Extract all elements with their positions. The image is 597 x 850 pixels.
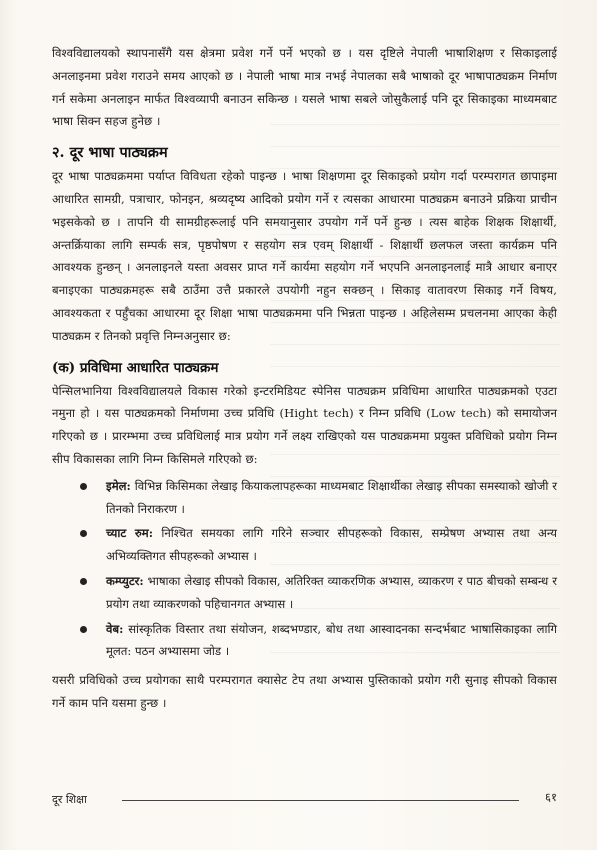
list-item-computer	[80, 570, 557, 616]
footer-rule	[122, 800, 519, 801]
section-heading: २. दूर भाषा पाठ्यक्रम	[52, 144, 168, 162]
list-text: निश्चित समयका लागि गरिने सञ्चार सीपहरूको विकास, सम्प्रेषण अभ्यास तथा अन्य अभिव्यक्तिगत सीपहरूको अभ्यास ।	[106, 526, 557, 564]
list-text: भाषाका लेखाइ सीपको विकास, अतिरिक्त व्याकरणिक अभ्यास, व्याकरण र पाठ बीचको सम्बन्ध र प्रयोग तथा व्याकरणको पहिचानगत अभ्यास ।	[106, 573, 557, 611]
footer-title: दूर शिक्षा	[52, 793, 87, 806]
subsection-paragraph: पेन्सिलभानिया विश्वविद्यालयले विकास गरेको इन्टरमिडियट स्पेनिस पाठ्यक्रम प्रविधिमा आधारित पाठ्यक्रमको एउटा नमुना हो । यस पाठ्यक्रमको निर्माणमा उच्च प्रविधि (Hight tech) र निम्न प्रविधि (Low tech) को समायोजन गरिएको छ । प्रारम्भमा उच्च प्रविधिलाई मात्र प्रयोग गर्ने लक्ष्य राखिएको यस पाठ्यक्रममा प्रयुक्त प्रविधिको प्रयोग निम्न सीप विकासका लागि निम्न किसिमले गरिएको छ:	[52, 383, 557, 466]
list-item-email	[80, 475, 557, 521]
closing-paragraph: यसरी प्रविधिको उच्च प्रयोगका साथै परम्परागत क्यासेट टेप तथा अभ्यास पुस्तिकाको प्रयोग गरी सुनाइ सीपको विकास गर्ने काम पनि यसमा हुन्छ ।	[52, 673, 557, 710]
bullet-icon	[80, 626, 87, 633]
list-term: इमेल:	[106, 478, 131, 493]
list-term: कम्प्युटर:	[106, 573, 144, 588]
list-term: वेब:	[106, 621, 124, 636]
page-footer	[52, 790, 557, 810]
bullet-icon	[80, 578, 87, 585]
list-item-chat-room	[80, 522, 557, 568]
page-content	[52, 42, 557, 715]
intro-paragraph: विश्वविद्यालयको स्थापनासँगै यस क्षेत्रमा प्रवेश गर्ने पर्ने भएको छ । यस दृष्टिले नेपाली भाषाशिक्षण र सिकाइलाई अनलाइनमा प्रवेश गराउने समय आएको छ । नेपाली भाषा मात्र नभई नेपालका सबै भाषाको दूर भाषापाठ्यक्रम निर्माण गर्न सकेमा अनलाइन मार्फत विश्वव्यापी बनाउन सकिन्छ । यसले भाषा सबले जोसुकैलाई पनि दूर सिकाइका माध्यमबाट भाषा सिक्न सहज हुनेछ ।	[52, 46, 557, 129]
bullet-icon	[80, 483, 87, 490]
subsection-heading: (क) प्रविधिमा आधारित पाठ्यक्रम	[52, 359, 219, 376]
list-term: च्याट रुम:	[106, 526, 153, 541]
list-item-web	[80, 618, 557, 664]
list-text: सांस्कृतिक विस्तार तथा संयोजन, शब्दभण्डार, बोध तथा आस्वादनका सन्दर्भबाट भाषासिकाइका लागि मूलत: पठन अभ्यासमा जोड ।	[106, 621, 557, 659]
list-text: विभिन्न किसिमका लेखाइ कियाकलापहरूका माध्यमबाट शिक्षार्थीका लेखाइ सीपका समस्याको खोजी र तिनको निराकरण ।	[106, 478, 557, 516]
page-number: ६१	[545, 790, 557, 804]
technology-list	[52, 475, 557, 663]
section-paragraph: दूर भाषा पाठ्यक्रममा पर्याप्त विविधता रहेको पाइन्छ । भाषा शिक्षणमा दूर सिकाइको प्रयोग गर्दा परम्परागत छापाइमा आधारित सामग्री, पत्राचार, फोनइन, श्रव्यदृष्य आदिको प्रयोग गर्ने र त्यसका आधारमा पाठ्यक्रम बनाउने प्रक्रिया प्राचीन भइसकेको छ । तापनि यी सामग्रीहरूलाई पनि समयानुसार उपयोग गर्ने पर्ने हुन्छ । त्यस बाहेक शिक्षक शिक्षार्थी, अन्तर्क्रियाका लागि सम्पर्क सत्र, पृष्ठपोषण र सहयोग सत्र एवम् शिक्षार्थी - शिक्षार्थी छलफल जस्ता कार्यक्रम पनि आवश्यक हुन्छन् । अनलाइनले यस्ता अवसर प्राप्त गर्ने कार्यमा सहयोग गर्ने भएपनि अनलाइनलाई मात्रै आधार बनाएर बनाइएका पाठ्यक्रमहरू सबै ठाउँमा उत्तै प्रकारले उपयोगी नहुन सक्छन् । सिकाइ वातावरण सिकाइ गर्ने विषय, आवश्यकता र पर्हुँचका आधारमा दूर शिक्षा भाषा पाठ्यक्रममा पनि भिन्नता पाइन्छ । अहिलेसम्म प्रचलनमा आएका केही पाठ्यक्रम र तिनको प्रवृत्ति निम्नअनुसार छ:	[52, 169, 557, 343]
bullet-icon	[80, 530, 87, 537]
